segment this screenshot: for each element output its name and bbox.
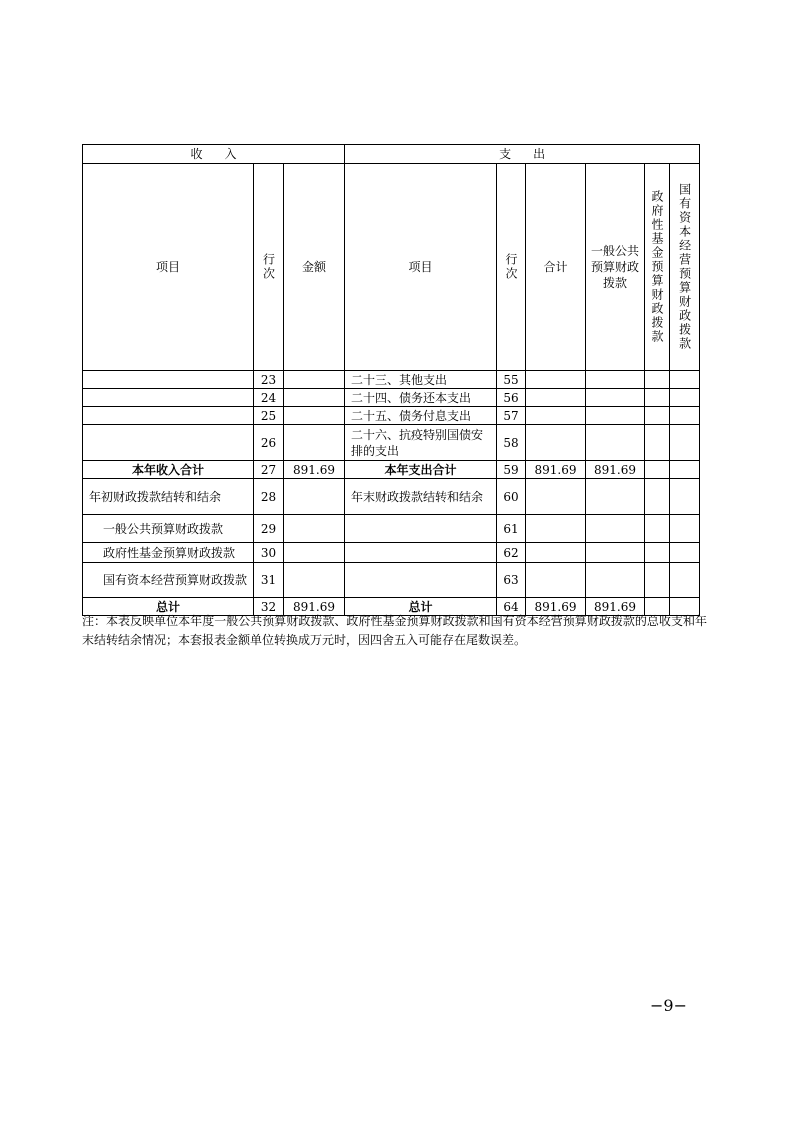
expense-header: 支出 — [345, 145, 700, 164]
col-income-amount: 金额 — [284, 164, 345, 371]
table-row: 总计 32 891.69 总计 64 891.69 891.69 — [83, 598, 700, 616]
income-header: 收入 — [83, 145, 345, 164]
table-row: 26 二十六、抗疫特别国债安排的支出 58 — [83, 425, 700, 461]
table-row: 政府性基金预算财政拨款 30 62 — [83, 543, 700, 563]
col-state-capital-budget: 国有资本经营预算财政拨款 — [670, 164, 700, 371]
col-income-line: 行次 — [254, 164, 284, 371]
table-row: 国有资本经营预算财政拨款 31 63 — [83, 563, 700, 598]
page-number: −9− — [650, 996, 687, 1015]
table-row: 年初财政拨款结转和结余 28 年末财政拨款结转和结余 60 — [83, 479, 700, 515]
table-row: 本年收入合计 27 891.69 本年支出合计 59 891.69 891.69 — [83, 461, 700, 479]
table-row: 23 二十三、其他支出 55 — [83, 371, 700, 389]
table-row: 24 二十四、债务还本支出 56 — [83, 389, 700, 407]
table-row: 一般公共预算财政拨款 29 61 — [83, 515, 700, 543]
col-expense-line: 行次 — [497, 164, 526, 371]
table-row: 25 二十五、债务付息支出 57 — [83, 407, 700, 425]
col-general-budget: 一般公共预算财政拨款 — [586, 164, 645, 371]
col-expense-total: 合计 — [526, 164, 586, 371]
table-footnote: 注：本表反映单位本年度一般公共预算财政拨款、政府性基金预算财政拨款和国有资本经营预算财政拨款的总收支和年末结转结余情况；本套报表金额单位转换成万元时，因四舍五入可能存在尾数误差。 — [82, 614, 707, 647]
col-income-item: 项目 — [83, 164, 254, 371]
col-expense-item: 项目 — [345, 164, 497, 371]
fiscal-appropriation-table — [82, 144, 700, 616]
col-fund-budget: 政府性基金预算财政拨款 — [645, 164, 670, 371]
